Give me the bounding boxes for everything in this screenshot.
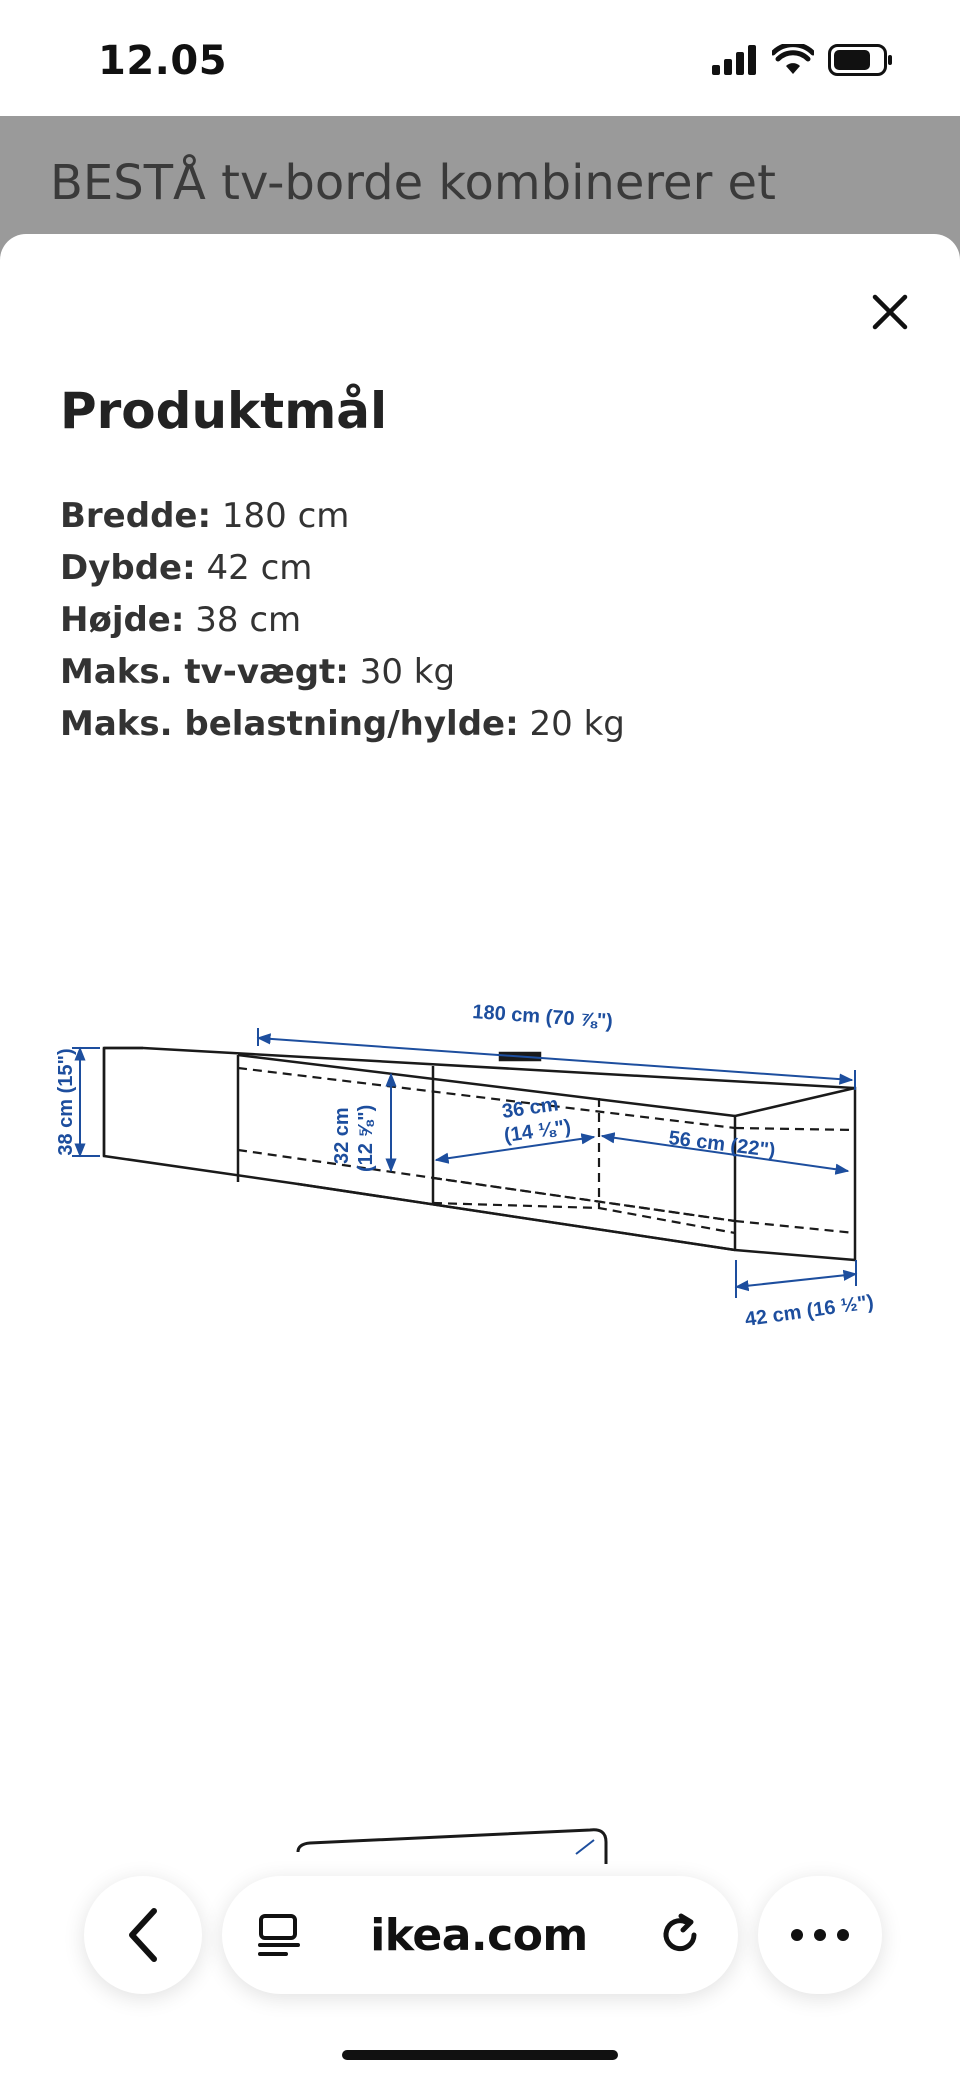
page-menu-icon[interactable] [256, 1912, 302, 1958]
address-bar[interactable] [222, 1876, 738, 1994]
shelf-depth-label-2: (14 ⅛") [502, 1115, 573, 1147]
inner-height-label-1: 32 cm [331, 1107, 353, 1164]
height-dimension-label: 38 cm (15") [55, 1048, 77, 1156]
status-icons [712, 44, 894, 76]
depth-dimension-label: 42 cm (16 ½") [743, 1291, 875, 1331]
spec-value: 20 kg [529, 704, 625, 744]
url-text[interactable]: ikea.com [370, 1909, 588, 1961]
sheet-title: Produktmål [60, 382, 388, 440]
spec-label: Maks. tv-vægt: [60, 652, 349, 692]
close-button[interactable] [862, 284, 918, 340]
back-button[interactable] [84, 1876, 202, 1994]
spec-row-width [60, 490, 625, 542]
cellular-signal-icon [712, 45, 758, 75]
section-width-label: 56 cm (22") [667, 1127, 777, 1163]
dimension-diagram [55, 1001, 910, 1388]
width-dimension-label: 180 cm (70 ⅞") [471, 1001, 614, 1033]
wifi-icon [772, 44, 814, 76]
next-product-image [290, 1804, 630, 1864]
inner-height-label-2: (12 ⅝") [355, 1104, 377, 1172]
more-icon [790, 1928, 850, 1942]
spec-label: Højde: [60, 600, 185, 640]
chevron-left-icon [126, 1907, 160, 1963]
battery-icon [828, 44, 894, 76]
status-bar [0, 0, 960, 116]
home-indicator [342, 2050, 618, 2060]
spec-list [60, 490, 625, 750]
reload-icon[interactable] [656, 1911, 704, 1959]
product-dimensions-sheet [0, 234, 960, 2078]
spec-row-max-tv-weight [60, 646, 625, 698]
spec-row-max-load-shelf [60, 698, 625, 750]
spec-label: Dybde: [60, 548, 196, 588]
dimension-diagram-svg [55, 1001, 910, 1388]
status-time: 12.05 [98, 38, 228, 84]
spec-value: 38 cm [195, 600, 302, 640]
spec-value: 30 kg [359, 652, 456, 692]
spec-row-height [60, 594, 625, 646]
spec-value: 42 cm [206, 548, 313, 588]
product-description: BESTÅ tv-borde kombinerer et [50, 155, 776, 211]
more-button[interactable] [758, 1876, 882, 1994]
spec-value: 180 cm [221, 496, 350, 536]
spec-row-depth [60, 542, 625, 594]
shelf-depth-label-1: 36 cm [500, 1093, 560, 1123]
spec-label: Maks. belastning/hylde: [60, 704, 519, 744]
browser-toolbar [0, 1860, 960, 2078]
spec-label: Bredde: [60, 496, 212, 536]
close-icon [872, 294, 908, 330]
